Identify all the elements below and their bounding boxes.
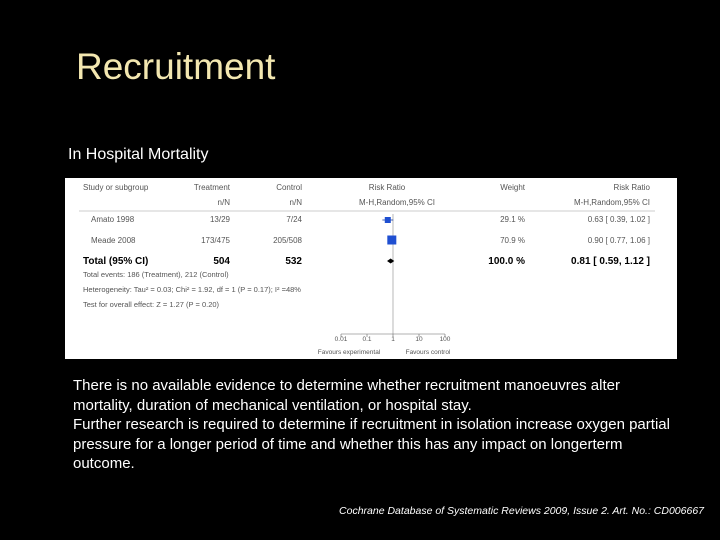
- header-control: Control: [276, 183, 302, 192]
- paragraph-further-research: Further research is required to determine if recruitment in isolation increase oxygen partial pressure for a longer period of time and whether this has any impact on longerterm outcome.: [73, 416, 670, 472]
- study-weight: 70.9 %: [500, 236, 525, 245]
- total-name: Total (95% CI): [83, 256, 149, 267]
- header-study: Study or subgroup: [83, 183, 149, 192]
- total-ci: 0.81 [ 0.59, 1.12 ]: [571, 256, 650, 267]
- header-weight: Weight: [500, 183, 525, 192]
- total-treatment: 504: [213, 256, 230, 267]
- citation: Cochrane Database of Systematic Reviews 2009, Issue 2. Art. No.: CD006667: [339, 505, 704, 517]
- paragraph-evidence: There is no available evidence to determine whether recruitment manoeuvres alter mortality, duration of mechanical ventilation, or hospital stay.: [73, 377, 620, 414]
- header-treatment-sub: n/N: [217, 198, 230, 207]
- header-risk-ratio: Risk Ratio: [368, 183, 406, 192]
- study-weight: 29.1 %: [500, 215, 525, 224]
- header-risk-ratio-sub: M-H,Random,95% CI: [358, 198, 436, 207]
- slide-subtitle: In Hospital Mortality: [68, 146, 209, 163]
- study-control: 7/24: [286, 215, 302, 224]
- forest-plot: [65, 178, 677, 359]
- body-text: [73, 376, 683, 474]
- x-tick-label: 10: [415, 336, 423, 343]
- x-tick-label: 0.1: [362, 336, 372, 343]
- study-ci: 0.63 [ 0.39, 1.02 ]: [587, 215, 650, 224]
- header-control-sub: n/N: [289, 198, 302, 207]
- study-point: [385, 217, 391, 223]
- total-control: 532: [285, 256, 302, 267]
- study-control: 205/508: [273, 236, 302, 245]
- study-treatment: 13/29: [209, 215, 230, 224]
- plot-marks: [335, 214, 451, 343]
- x-tick-label: 100: [439, 336, 451, 343]
- note-overall-effect: Test for overall effect: Z = 1.27 (P = 0.20): [83, 300, 220, 309]
- forest-plot-panel: [65, 178, 677, 359]
- x-tick-label: 0.01: [334, 336, 348, 343]
- x-tick-label: 1: [391, 336, 395, 343]
- total-weight: 100.0 %: [488, 256, 525, 267]
- note-heterogeneity: Heterogeneity: Tau² = 0.03; Chi² = 1.92, df = 1 (P = 0.17); I² =48%: [83, 285, 301, 294]
- header-treatment: Treatment: [193, 183, 230, 192]
- study-treatment: 173/475: [201, 236, 230, 245]
- note-total-events: Total events: 186 (Treatment), 212 (Control): [83, 270, 229, 279]
- favours-right-label: Favours control: [405, 349, 451, 356]
- slide-title: Recruitment: [76, 46, 276, 87]
- header-rr2-sub: M-H,Random,95% CI: [573, 198, 650, 207]
- favours-left-label: Favours experimental: [317, 349, 381, 356]
- study-name: Meade 2008: [91, 236, 136, 245]
- header-rr2: Risk Ratio: [613, 183, 650, 192]
- study-point: [387, 236, 396, 245]
- study-name: Amato 1998: [91, 215, 135, 224]
- study-ci: 0.90 [ 0.77, 1.06 ]: [587, 236, 650, 245]
